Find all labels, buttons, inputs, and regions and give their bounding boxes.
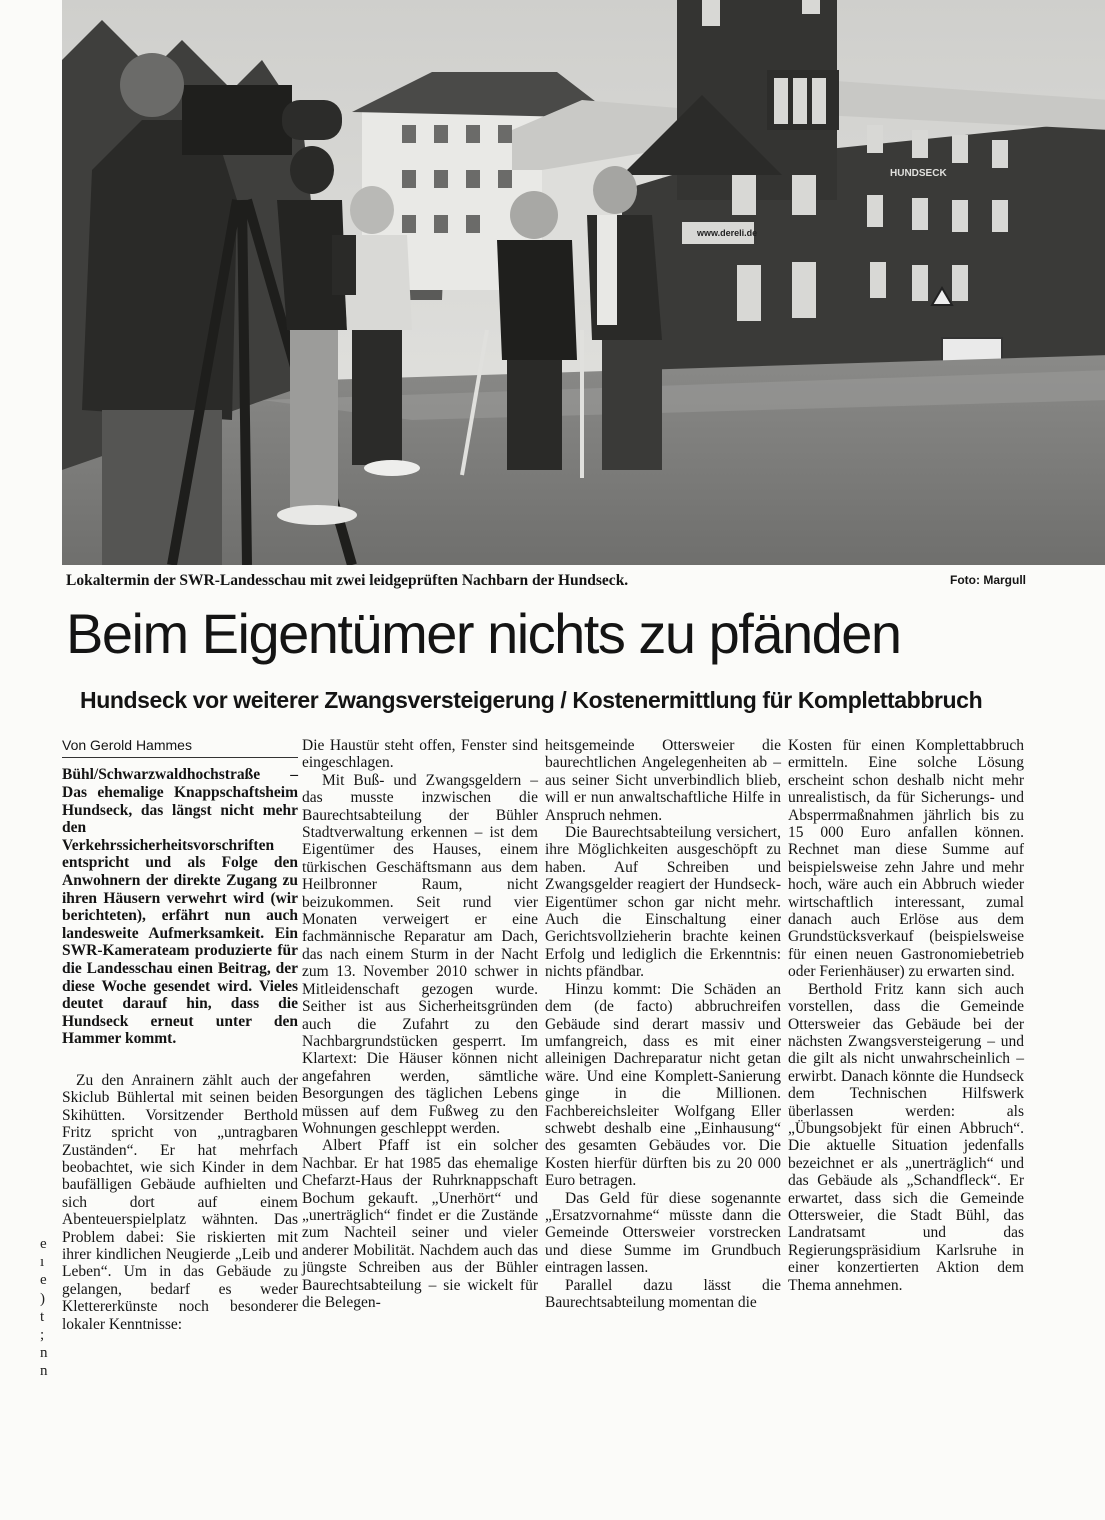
body-paragraph: Hinzu kommt: Die Schäden an dem (de facto) abbruchreifen Gebäude sind derart massiv und umfangreich, dass es mit einer alleinigen Dachreparatur nicht getan wäre. Und eine Komplett-Sanierung ginge in die Millionen. Fachbereichsleiter Wolfgang Eller schwebt deshalb eine „Einhausung“ des gesamten Gebäudes vor. Die Kosten hierfür dürften bis zu 20 000 Euro betragen. <box>545 980 781 1190</box>
article-column-2 <box>302 737 538 1311</box>
byline: Von Gerold Hammes <box>62 737 298 758</box>
margin-fragment: ı <box>40 1254 45 1271</box>
body-paragraph: Zu den Anrainern zählt auch der Skiclub Bühlertal mit seinen beiden Skihütten. Vorsitzender Berthold Fritz spricht von „untragbaren Zuständen“. Er hat mehrfach beobachtet, wie sich Kinder in dem baufälligen Gebäude aufhielten und sich dort auf einem Abenteuerspielplatz wähnten. Das Problem dabei: Sie riskierten mit ihrer kindlichen Neugierde „Leib und Leben“. Um in das Gebäude zu gelangen, bedarf es weder Klettererkünste noch besonderer lokaler Kenntnisse: <box>62 1071 298 1333</box>
margin-fragment: e <box>40 1236 47 1252</box>
body-paragraph: Berthold Fritz kann sich auch vorstellen, dass die Gemeinde Ottersweier das Gebäude bei der nächsten Zwangsversteigerung – und die gilt als nicht unwahrscheinlich – erwirbt. Danach könnte die Hundseck dem Technischen Hilfswerk überlassen werden: als „Übungsobjekt für einen Abbruch“. Die aktuelle Situation jedenfalls bezeichnet er als „unerträglich“ und das Gebäude als „Schandfleck“. Er erwartet, dass sich die Gemeinde Ottersweier, die Stadt Bühl, das Landratsamt und das Regierungspräsidium Karlsruhe in einer konzertierten Aktion dem Thema annehmen. <box>788 980 1024 1294</box>
caption-text: Lokaltermin der SWR-Landesschau mit zwei leidgeprüften Nachbarn der Hundseck. <box>66 572 629 589</box>
body-paragraph: heitsgemeinde Ottersweier die baurechtlichen Angelegenheiten ab – aus seiner Sicht unverbindlich blieb, will er nun anwaltschaftliche Hilfe in Anspruch nehmen. <box>545 737 781 824</box>
photo-sign-text: HUNDSECK <box>890 168 947 179</box>
body-paragraph: Das Geld für diese sogenannte „Ersatzvornahme“ müsste dann die Gemeinde Ottersweier vorstrecken und diese Summe im Grundbuch eintragen lassen. <box>545 1189 781 1277</box>
photo-caption <box>66 568 1026 592</box>
margin-fragment: e <box>40 1272 47 1289</box>
margin-fragment: ; <box>40 1327 45 1344</box>
body-paragraph: Die Baurechtsabteilung versichert, ihre Möglichkeiten ausgeschöpft zu haben. Auf Schreiben und Zwangsgelder reagiert der Hundseck-Eigentümer schon gar nicht mehr. Auch die Einschaltung einer Gerichtsvollzieherin brachte keinen Erfolg und lediglich die Erkenntnis: nichts pfändbar. <box>545 824 781 981</box>
lead-paragraph: Bühl/Schwarzwaldhochstraße – Das ehemalige Knappschaftsheim Hundseck, das längst nicht mehr den Verkehrssicherheitsvorschriften entspricht und als Folge den Anwohnern der direkte Zugang zu ihren Häusern verwehrt wird (wir berichteten), erfährt nun auch landesweite Aufmerksamkeit. Ein SWR-Kamerateam produzierte für die Landesschau einen Beitrag, der diese Woche gesendet wird. Vieles deutet darauf hin, dass die Hundseck erneut unter den Hammer kommt. <box>62 766 298 1048</box>
headline: Beim Eigentümer nichts zu pfänden <box>66 602 901 665</box>
body-paragraph: Kosten für einen Komplettabbruch ermitteln. Eine solche Lösung erscheint schon deshalb nicht mehr unrealistisch, da für Sicherungs- und Absperrmaßnahmen jährlich bis zu 15 000 Euro anfallen können. Rechnet man diese Summe auf beispielsweise zehn Jahre und mehr hoch, wäre auch ein Abbruch wieder wirtschaftlich interessant, zumal danach auch Erlöse aus dem Grundstücksverkauf (beispielsweise für einen neuen Gastronomiebetrieb oder Ferienhäuser) zu erwarten sind. <box>788 737 1024 981</box>
article-column-4 <box>788 737 1024 1294</box>
body-paragraph: Die Haustür steht offen, Fenster sind eingeschlagen. <box>302 737 538 772</box>
photo-banner-text: www.dereli.de <box>697 228 758 238</box>
body-paragraph: Albert Pfaff ist ein solcher Nachbar. Er hat 1985 das ehemalige Chefarzt-Haus der Ruhrknappschaft Bochum gekauft. „Unerhört“ und „unerträglich“ findet er die Zustände zum Nachteil seiner und vieler anderer Mobilität. Nachdem auch das jüngste Schreiben aus der Bühler Baurechtsabteilung – sie wickelt für die Belegen- <box>302 1137 538 1311</box>
margin-fragment: ) <box>40 1290 45 1307</box>
photo-credit: Foto: Margull <box>950 573 1026 587</box>
article-column-3 <box>545 737 781 1311</box>
subheadline: Hundseck vor weiterer Zwangsversteigerung / Kostenermittlung für Komplettabbruch <box>80 687 983 713</box>
margin-fragment: n <box>40 1363 48 1380</box>
margin-fragment: t <box>40 1308 45 1325</box>
article-column-1 <box>62 737 298 1333</box>
body-paragraph: Mit Buß- und Zwangsgeldern – das musste inzwischen die Baurechtsabteilung der Bühler Stadtverwaltung erkennen – ist dem Eigentümer des Hauses, einem türkischen Geschäftsmann aus dem Heilbronner Raum, nicht beizukommen. Seit rund vier Monaten verweigert er eine fachmännische Reparatur am Dach, das nach einem Sturm in der Nacht zum 13. November 2010 schwer in Mitleidenschaft gezogen wurde. Seither ist aus Sicherheitsgründen auch die Zufahrt zu den Nachbargrundstücken gesperrt. Im Klartext: Die Häuser können nicht angefahren werden, sämtliche Besorgungen des täglichen Lebens müssen auf dem Fußweg zu den Wohnungen geschleppt werden. <box>302 771 538 1137</box>
adjacent-article-fragments <box>40 1235 54 1381</box>
body-paragraph: Parallel dazu lässt die Baurechtsabteilung momentan die <box>545 1276 781 1311</box>
margin-fragment: n <box>40 1345 48 1362</box>
article-photo <box>62 0 1105 565</box>
